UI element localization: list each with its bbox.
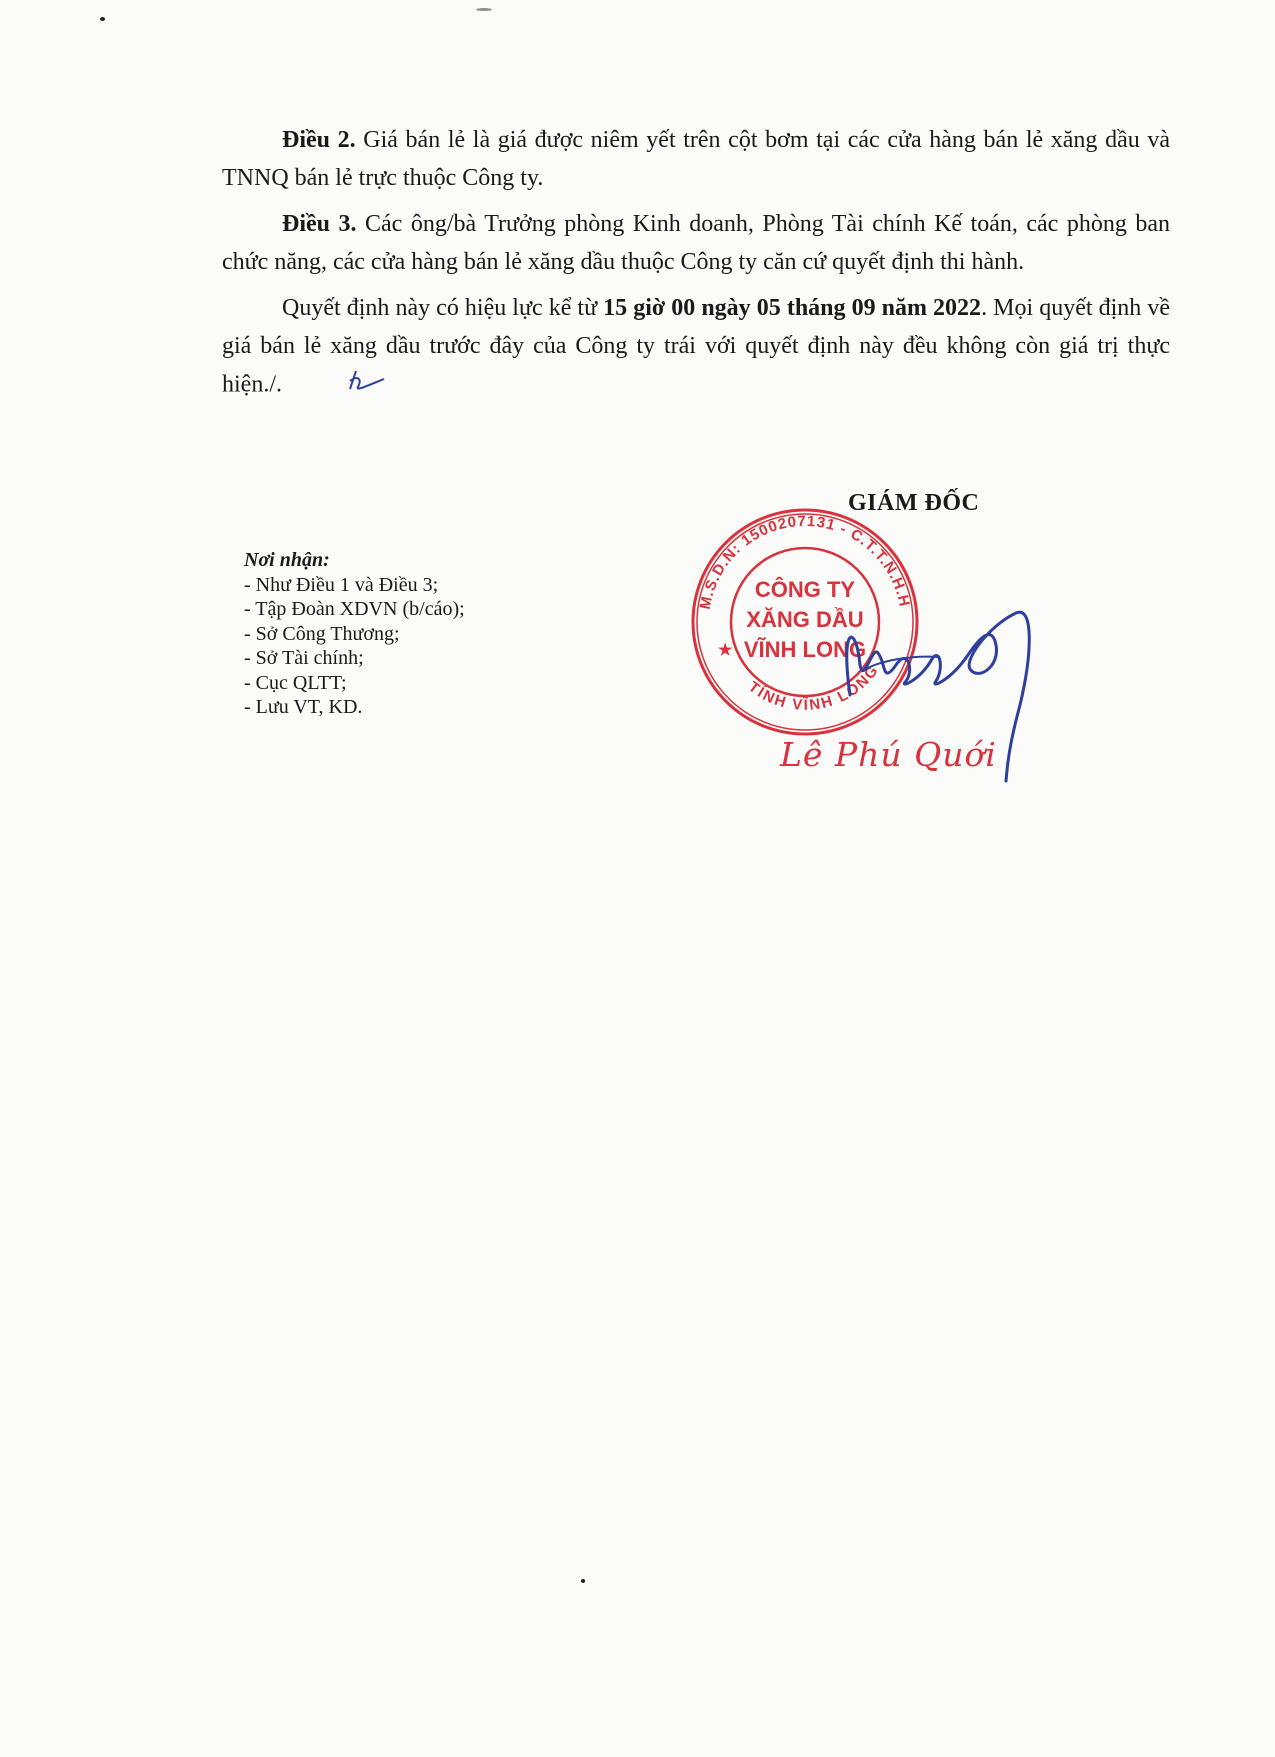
article-2-text: Giá bán lẻ là giá được niêm yết trên cột bơm tại các cửa hàng bán lẻ xăng dầu và TNNQ bán lẻ trực thuộc Công ty. <box>222 127 1171 191</box>
recipients-heading: Nơi nhận: <box>244 549 330 571</box>
recipients-block <box>244 548 465 720</box>
article-3-label: Điều 3. <box>282 211 357 237</box>
seal-star-icon: ★ <box>718 642 733 659</box>
signer-name: Lê Phú Quới <box>780 735 997 774</box>
seal-bottom-text: TỈNH VĨNH LONG <box>745 661 883 714</box>
effective-time: 15 giờ 00 ngày 05 tháng 09 năm 2022 <box>603 295 982 321</box>
recipient-item: - Cục QLTT; <box>244 671 347 694</box>
recipient-item: - Sở Tài chính; <box>244 647 364 669</box>
seal-center-line: VĨNH LONG <box>743 637 867 662</box>
recipient-item: - Tập Đoàn XDVN (b/cáo); <box>244 598 465 620</box>
scan-speck <box>581 1579 585 1583</box>
seal-ring-text: M.S.D.N: 1500207131 - C.T.T.N.H.H <box>696 512 913 611</box>
effective-before: Quyết định này có hiệu lực kể từ <box>282 295 604 321</box>
decision-body <box>222 121 1170 407</box>
recipient-item: - Sở Công Thương; <box>244 622 400 645</box>
seal-center-line: XĂNG DẦU <box>746 607 864 632</box>
recipient-item: - Như Điều 1 và Điều 3; <box>244 573 439 596</box>
article-3 <box>222 205 1170 281</box>
effective-clause <box>222 289 1170 407</box>
signer-title: GIÁM ĐỐC <box>848 490 980 516</box>
initials-mark <box>286 365 388 407</box>
article-2 <box>222 121 1170 197</box>
scan-speck <box>476 8 492 11</box>
article-3-text: Các ông/bà Trưởng phòng Kinh doanh, Phòng Tài chính Kế toán, các phòng ban chức năng, các cửa hàng bán lẻ xăng dầu thuộc Công ty căn cứ quyết định thi hành. <box>222 211 1170 275</box>
effective-after: . Mọi quyết định về giá bán lẻ xăng dầu trước đây của Công ty trái với quyết định này đều không còn giá trị thực hiện./. <box>222 295 1170 398</box>
seal-center-line: CÔNG TY <box>754 577 856 602</box>
article-2-label: Điều 2. <box>282 127 356 153</box>
scan-speck <box>100 17 105 21</box>
recipient-item: - Lưu VT, KD. <box>244 696 363 718</box>
